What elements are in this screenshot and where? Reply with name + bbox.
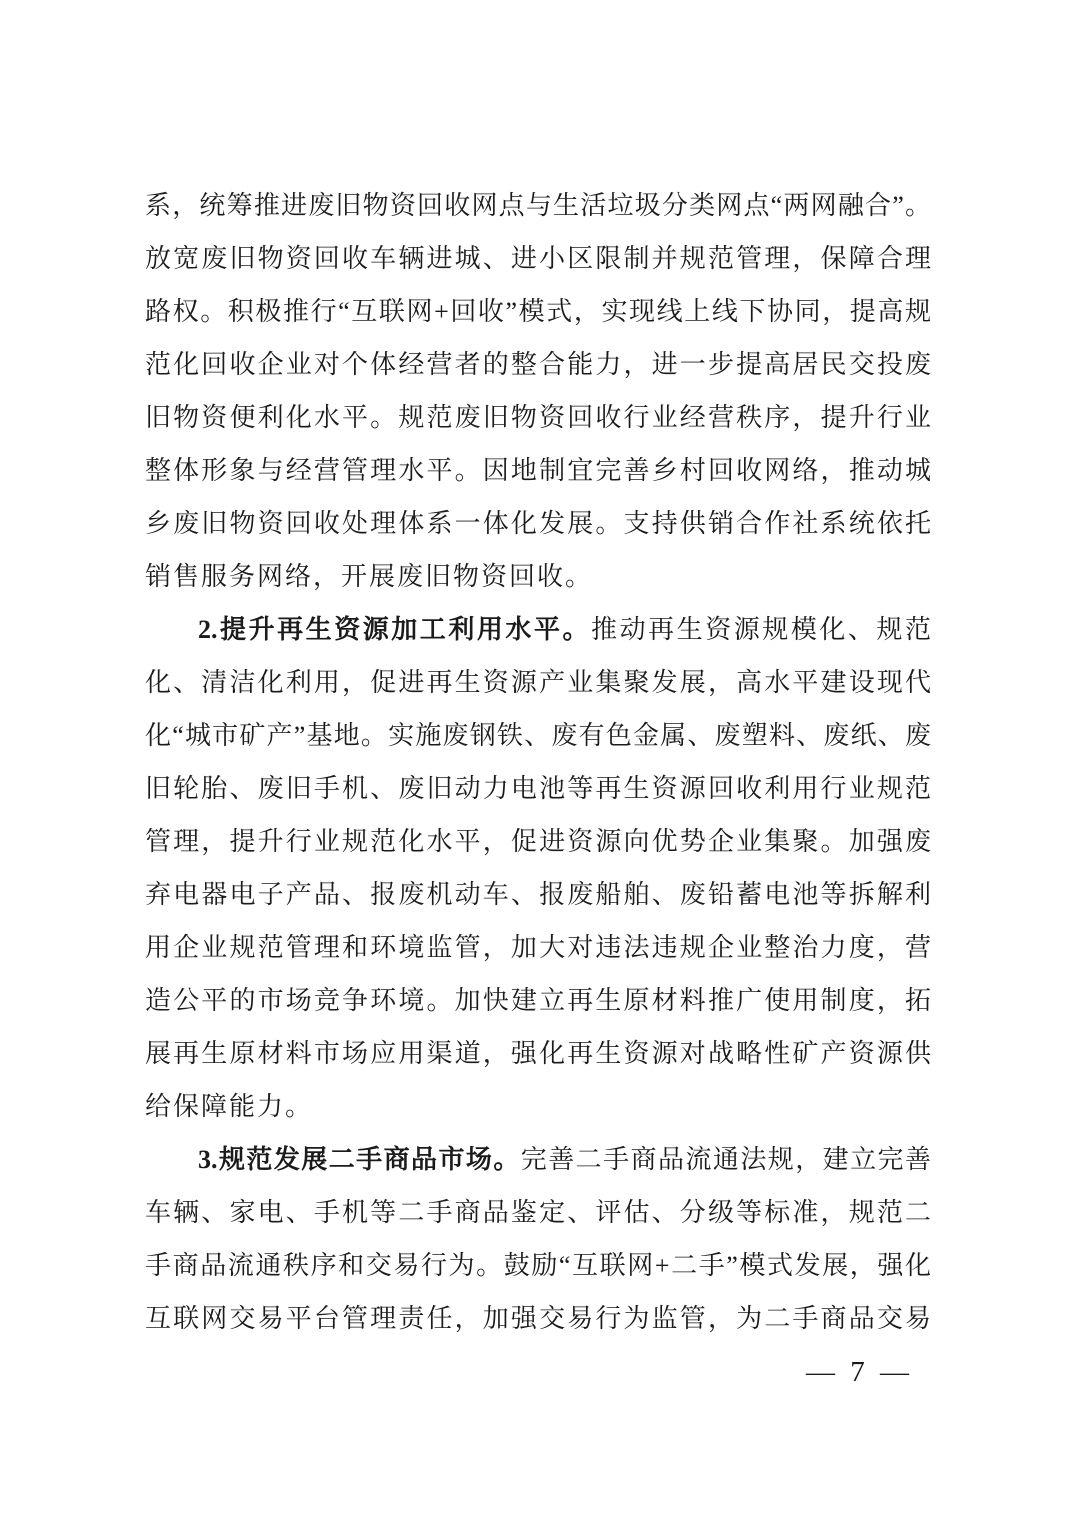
text-run: 化“城市矿产”基地。实施废钢铁、废有色金属、废塑料、废纸、废 [145,721,931,750]
text-run: 范化回收企业对个体经营者的整合能力，进一步提高居民交投废 [145,350,931,379]
text-line [145,338,931,391]
text-run: 推动再生资源规模化、规范 [591,615,931,644]
text-run: 旧物资便利化水平。规范废旧物资回收行业经营秩序，提升行业 [145,403,931,432]
text-line [145,1186,931,1239]
text-run: 路权。积极推行“互联网+回收”模式，实现线上线下协同，提高规 [145,297,931,326]
text-line [145,868,931,921]
text-line [145,444,931,497]
text-run: 手商品流通秩序和交易行为。鼓励“互联网+二手”模式发展，强化 [145,1251,931,1280]
text-run: 整体形象与经营管理水平。因地制宜完善乡村回收网络，推动城 [145,456,931,485]
text-line [145,709,931,762]
text-run: 管理，提升行业规范化水平，促进资源向优势企业集聚。加强废 [145,827,931,856]
text-line [145,1080,931,1133]
text-run: 旧轮胎、废旧手机、废旧动力电池等再生资源回收利用行业规范 [145,774,931,803]
document-text [145,179,931,1345]
text-run: 放宽废旧物资回收车辆进城、进小区限制并规范管理，保障合理 [145,244,931,273]
text-run: 系，统筹推进废旧物资回收网点与生活垃圾分类网点“两网融合”。 [145,191,931,220]
text-run: 完善二手商品流通法规，建立完善 [520,1145,931,1174]
text-line [145,1027,931,1080]
page-number: — 7 — [806,1356,913,1388]
text-run: 弃电器电子产品、报废机动车、报废船舶、废铅蓄电池等拆解利 [145,880,931,909]
text-line [145,285,931,338]
text-line [145,656,931,709]
text-line [145,974,931,1027]
text-run: 车辆、家电、手机等二手商品鉴定、评估、分级等标准，规范二 [145,1198,931,1227]
text-line [145,497,931,550]
text-line [145,1133,931,1186]
text-run: 互联网交易平台管理责任，加强交易行为监管，为二手商品交易 [145,1304,931,1333]
text-run: 给保障能力。 [145,1092,314,1121]
text-run: 展再生原材料市场应用渠道，强化再生资源对战略性矿产资源供 [145,1039,931,1068]
text-run-bold: 2.提升再生资源加工利用水平。 [198,615,592,644]
text-run: 造公平的市场竞争环境。加快建立再生原材料推广使用制度，拓 [145,986,931,1015]
text-line [145,603,931,656]
text-run: 化、清洁化利用，促进再生资源产业集聚发展，高水平建设现代 [145,668,931,697]
text-run-bold: 3.规范发展二手商品市场。 [198,1145,521,1174]
text-line [145,921,931,974]
text-line [145,762,931,815]
text-run: 用企业规范管理和环境监管，加大对违法违规企业整治力度，营 [145,933,931,962]
text-run: 销售服务网络，开展废旧物资回收。 [145,562,594,591]
text-line [145,179,931,232]
text-line [145,1292,931,1345]
text-line [145,232,931,285]
text-line [145,815,931,868]
text-line [145,550,931,603]
text-run: 乡废旧物资回收处理体系一体化发展。支持供销合作社系统依托 [145,509,931,538]
text-line [145,1239,931,1292]
text-line [145,391,931,444]
